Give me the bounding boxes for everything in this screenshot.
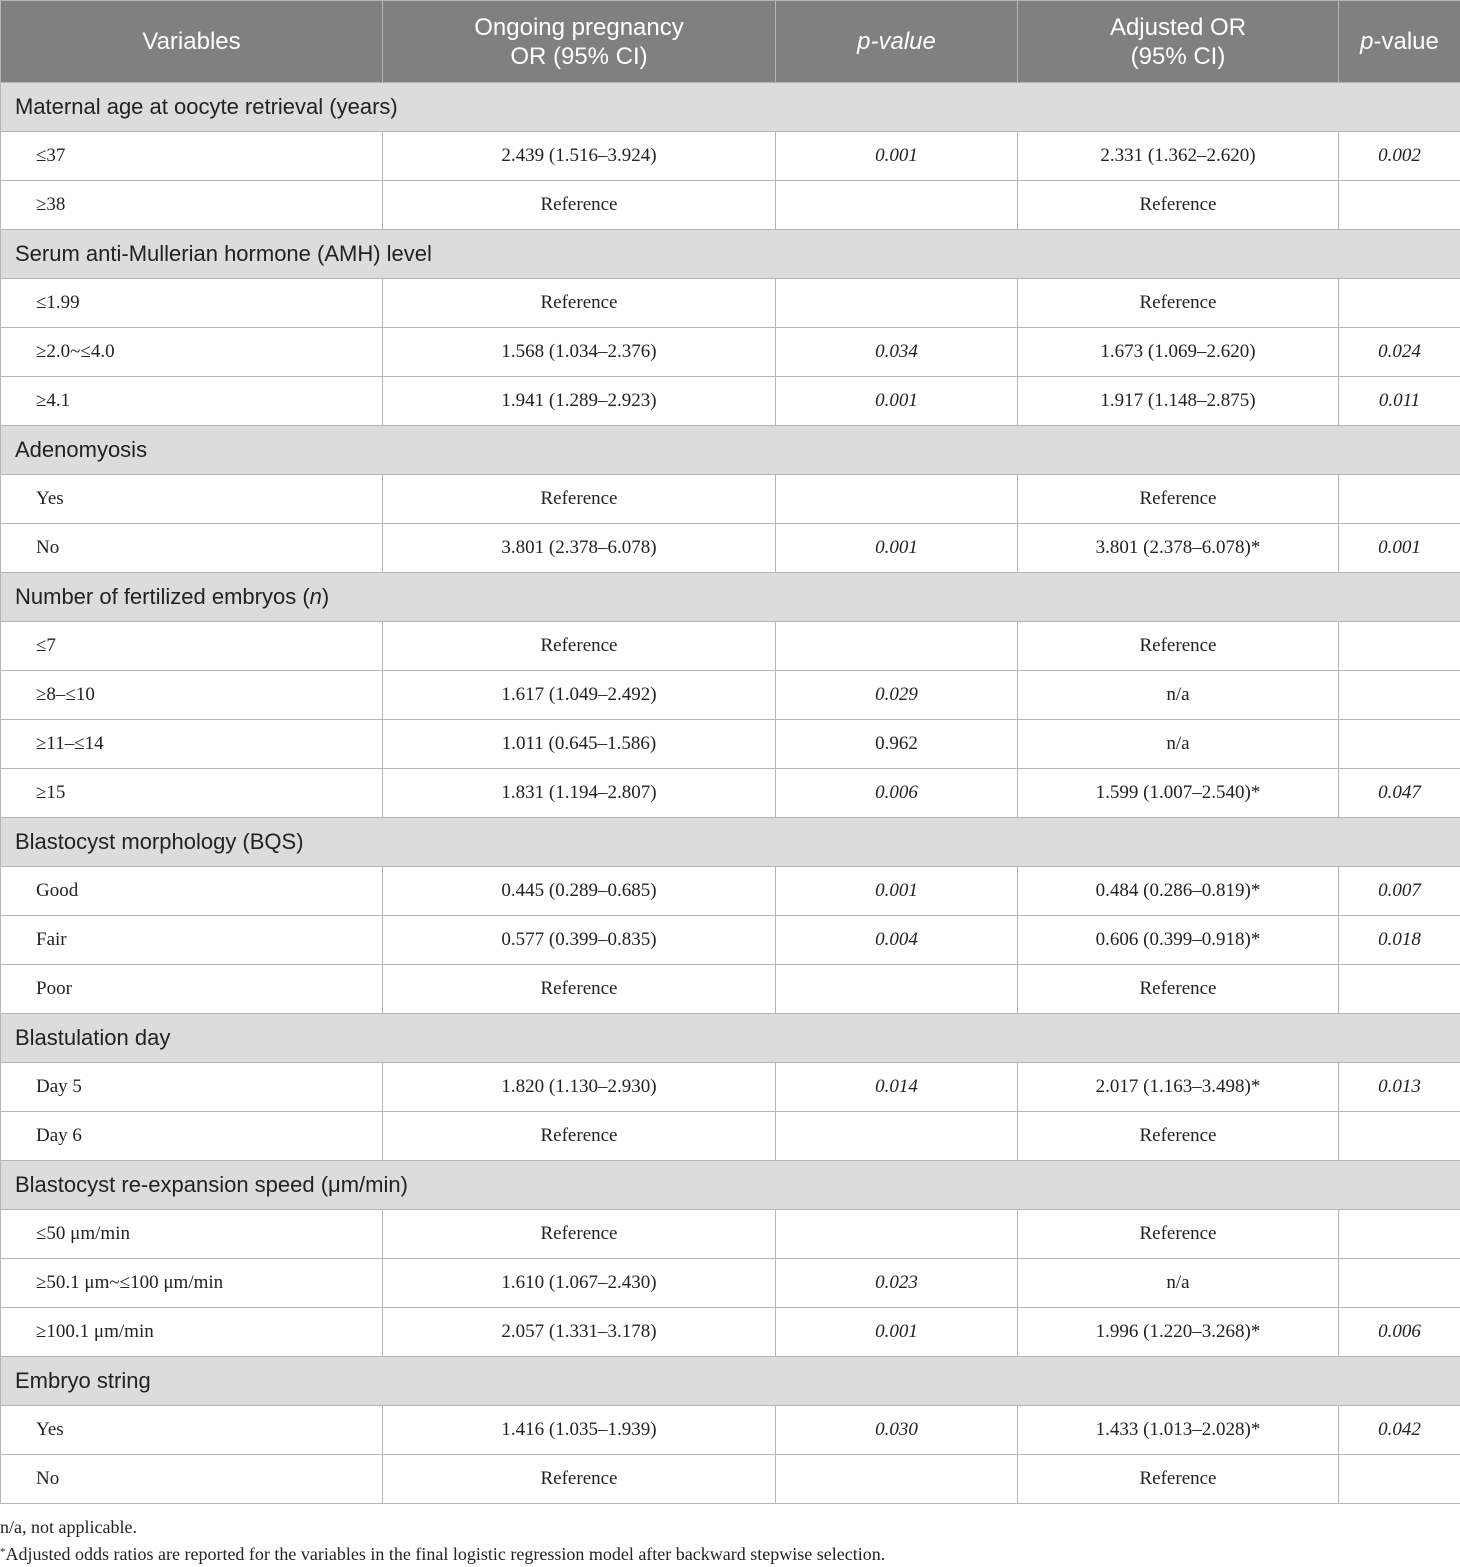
section-title: Embryo string — [1, 1357, 1460, 1406]
odds-ratio-cell: 0.445 (0.289–0.685) — [383, 867, 776, 916]
p-value-cell: 0.004 — [776, 916, 1018, 965]
adjusted-p-value-cell — [1339, 671, 1460, 720]
adjusted-p-value-cell: 0.013 — [1339, 1063, 1460, 1112]
adjusted-p-value-cell — [1339, 1112, 1460, 1161]
row-label: ≥4.1 — [1, 377, 383, 426]
p-value-cell: 0.001 — [776, 524, 1018, 573]
p-value-cell — [776, 1112, 1018, 1161]
table-row — [1, 1112, 1460, 1161]
adjusted-odds-ratio-cell: 2.331 (1.362–2.620) — [1018, 132, 1339, 181]
p-value-cell: 0.001 — [776, 132, 1018, 181]
adjusted-p-value-cell — [1339, 720, 1460, 769]
row-label: ≤1.99 — [1, 279, 383, 328]
odds-ratio-cell: 1.011 (0.645–1.586) — [383, 720, 776, 769]
header-ongoing-pregnancy-or: Ongoing pregnancy OR (95% CI) — [383, 1, 776, 83]
row-label: No — [1, 524, 383, 573]
table-row — [1, 720, 1460, 769]
adjusted-p-value-cell: 0.006 — [1339, 1308, 1460, 1357]
odds-ratio-cell: Reference — [383, 965, 776, 1014]
table-row — [1, 916, 1460, 965]
adjusted-odds-ratio-cell: Reference — [1018, 475, 1339, 524]
adjusted-odds-ratio-cell: 1.433 (1.013–2.028)* — [1018, 1406, 1339, 1455]
adjusted-p-value-cell: 0.047 — [1339, 769, 1460, 818]
p-value-cell: 0.030 — [776, 1406, 1018, 1455]
adjusted-odds-ratio-cell: Reference — [1018, 622, 1339, 671]
odds-ratio-cell: 2.439 (1.516–3.924) — [383, 132, 776, 181]
table-header — [1, 1, 1460, 83]
footnote-na: n/a, not applicable. — [0, 1515, 1460, 1540]
adjusted-p-value-cell — [1339, 181, 1460, 230]
adjusted-odds-ratio-cell: 1.673 (1.069–2.620) — [1018, 328, 1339, 377]
adjusted-p-value-cell: 0.001 — [1339, 524, 1460, 573]
header-adjusted-p-value: p-value — [1339, 1, 1460, 83]
row-label: Yes — [1, 1406, 383, 1455]
table-row — [1, 965, 1460, 1014]
table-row — [1, 475, 1460, 524]
adjusted-odds-ratio-cell: 1.996 (1.220–3.268)* — [1018, 1308, 1339, 1357]
odds-ratio-cell: Reference — [383, 279, 776, 328]
p-value-cell — [776, 965, 1018, 1014]
odds-ratio-cell: 1.617 (1.049–2.492) — [383, 671, 776, 720]
section-header-row — [1, 1161, 1460, 1210]
section-title: Adenomyosis — [1, 426, 1460, 475]
odds-ratio-cell: 3.801 (2.378–6.078) — [383, 524, 776, 573]
adjusted-p-value-cell — [1339, 1259, 1460, 1308]
odds-ratio-cell: 1.610 (1.067–2.430) — [383, 1259, 776, 1308]
row-label: ≤50 μm/min — [1, 1210, 383, 1259]
section-title: Blastocyst re-expansion speed (μm/min) — [1, 1161, 1460, 1210]
section-header-row — [1, 1357, 1460, 1406]
p-value-cell: 0.001 — [776, 1308, 1018, 1357]
header-adjusted-or: Adjusted OR (95% CI) — [1018, 1, 1339, 83]
p-value-cell — [776, 1455, 1018, 1504]
table-row — [1, 1259, 1460, 1308]
table-row — [1, 671, 1460, 720]
odds-ratio-cell: Reference — [383, 622, 776, 671]
adjusted-p-value-cell — [1339, 279, 1460, 328]
odds-ratio-cell: Reference — [383, 1210, 776, 1259]
adjusted-p-value-cell: 0.002 — [1339, 132, 1460, 181]
section-title: Maternal age at oocyte retrieval (years) — [1, 83, 1460, 132]
p-value-cell: 0.962 — [776, 720, 1018, 769]
odds-ratio-cell: Reference — [383, 1455, 776, 1504]
adjusted-p-value-cell — [1339, 1455, 1460, 1504]
section-header-row — [1, 83, 1460, 132]
row-label: ≥8–≤10 — [1, 671, 383, 720]
p-value-cell: 0.006 — [776, 769, 1018, 818]
adjusted-p-value-cell: 0.042 — [1339, 1406, 1460, 1455]
adjusted-odds-ratio-cell: 1.599 (1.007–2.540)* — [1018, 769, 1339, 818]
adjusted-odds-ratio-cell: 0.606 (0.399–0.918)* — [1018, 916, 1339, 965]
p-value-cell — [776, 475, 1018, 524]
adjusted-odds-ratio-cell: n/a — [1018, 720, 1339, 769]
odds-ratio-cell: 1.941 (1.289–2.923) — [383, 377, 776, 426]
header-p-value: p-value — [776, 1, 1018, 83]
table-row — [1, 524, 1460, 573]
adjusted-p-value-cell: 0.007 — [1339, 867, 1460, 916]
p-value-cell: 0.001 — [776, 377, 1018, 426]
section-header-row — [1, 230, 1460, 279]
adjusted-odds-ratio-cell: Reference — [1018, 1455, 1339, 1504]
section-title: Blastocyst morphology (BQS) — [1, 818, 1460, 867]
adjusted-odds-ratio-cell: 0.484 (0.286–0.819)* — [1018, 867, 1339, 916]
row-label: ≥15 — [1, 769, 383, 818]
odds-ratio-cell: 1.820 (1.130–2.930) — [383, 1063, 776, 1112]
table-row — [1, 328, 1460, 377]
odds-ratio-cell: 2.057 (1.331–3.178) — [383, 1308, 776, 1357]
p-value-cell: 0.001 — [776, 867, 1018, 916]
table-row — [1, 1063, 1460, 1112]
odds-ratio-cell: 1.416 (1.035–1.939) — [383, 1406, 776, 1455]
adjusted-odds-ratio-cell: 2.017 (1.163–3.498)* — [1018, 1063, 1339, 1112]
table-row — [1, 769, 1460, 818]
adjusted-p-value-cell: 0.011 — [1339, 377, 1460, 426]
footnote-adjusted: *Adjusted odds ratios are reported for the variables in the final logistic regression model after backward stepwise selection. — [0, 1540, 1460, 1567]
footnotes — [0, 1515, 1460, 1567]
p-value-cell — [776, 622, 1018, 671]
row-label: No — [1, 1455, 383, 1504]
adjusted-odds-ratio-cell: n/a — [1018, 1259, 1339, 1308]
table-row — [1, 181, 1460, 230]
adjusted-odds-ratio-cell: 1.917 (1.148–2.875) — [1018, 377, 1339, 426]
row-label: ≥38 — [1, 181, 383, 230]
row-label: ≥100.1 μm/min — [1, 1308, 383, 1357]
row-label: Fair — [1, 916, 383, 965]
adjusted-p-value-cell — [1339, 1210, 1460, 1259]
row-label: Day 5 — [1, 1063, 383, 1112]
adjusted-odds-ratio-cell: 3.801 (2.378–6.078)* — [1018, 524, 1339, 573]
table-row — [1, 279, 1460, 328]
odds-ratio-cell: 1.568 (1.034–2.376) — [383, 328, 776, 377]
table-row — [1, 1406, 1460, 1455]
table-body — [1, 83, 1460, 1504]
row-label: ≤37 — [1, 132, 383, 181]
adjusted-odds-ratio-cell: n/a — [1018, 671, 1339, 720]
section-title: Serum anti-Mullerian hormone (AMH) level — [1, 230, 1460, 279]
p-value-cell — [776, 181, 1018, 230]
table-row — [1, 867, 1460, 916]
adjusted-p-value-cell — [1339, 965, 1460, 1014]
header-variables: Variables — [1, 1, 383, 83]
row-label: ≥11–≤14 — [1, 720, 383, 769]
adjusted-odds-ratio-cell: Reference — [1018, 965, 1339, 1014]
p-value-cell — [776, 279, 1018, 328]
adjusted-p-value-cell: 0.018 — [1339, 916, 1460, 965]
section-title: Number of fertilized embryos (n) — [1, 573, 1460, 622]
adjusted-odds-ratio-cell: Reference — [1018, 181, 1339, 230]
odds-ratio-cell: Reference — [383, 1112, 776, 1161]
adjusted-p-value-cell — [1339, 475, 1460, 524]
row-label: Day 6 — [1, 1112, 383, 1161]
adjusted-odds-ratio-cell: Reference — [1018, 1210, 1339, 1259]
adjusted-odds-ratio-cell: Reference — [1018, 279, 1339, 328]
odds-ratio-cell: 1.831 (1.194–2.807) — [383, 769, 776, 818]
adjusted-odds-ratio-cell: Reference — [1018, 1112, 1339, 1161]
odds-ratio-cell: Reference — [383, 181, 776, 230]
row-label: ≤7 — [1, 622, 383, 671]
row-label: ≥2.0~≤4.0 — [1, 328, 383, 377]
row-label: ≥50.1 μm~≤100 μm/min — [1, 1259, 383, 1308]
section-header-row — [1, 1014, 1460, 1063]
table-row — [1, 622, 1460, 671]
row-label: Yes — [1, 475, 383, 524]
row-label: Poor — [1, 965, 383, 1014]
row-label: Good — [1, 867, 383, 916]
p-value-cell: 0.023 — [776, 1259, 1018, 1308]
p-value-cell: 0.029 — [776, 671, 1018, 720]
odds-ratio-cell: 0.577 (0.399–0.835) — [383, 916, 776, 965]
table-row — [1, 377, 1460, 426]
section-header-row — [1, 426, 1460, 475]
p-value-cell: 0.014 — [776, 1063, 1018, 1112]
table-row — [1, 1308, 1460, 1357]
section-header-row — [1, 573, 1460, 622]
table-row — [1, 1455, 1460, 1504]
section-title: Blastulation day — [1, 1014, 1460, 1063]
p-value-cell — [776, 1210, 1018, 1259]
table-row — [1, 132, 1460, 181]
adjusted-p-value-cell: 0.024 — [1339, 328, 1460, 377]
adjusted-p-value-cell — [1339, 622, 1460, 671]
table-row — [1, 1210, 1460, 1259]
section-header-row — [1, 818, 1460, 867]
p-value-cell: 0.034 — [776, 328, 1018, 377]
odds-ratio-cell: Reference — [383, 475, 776, 524]
